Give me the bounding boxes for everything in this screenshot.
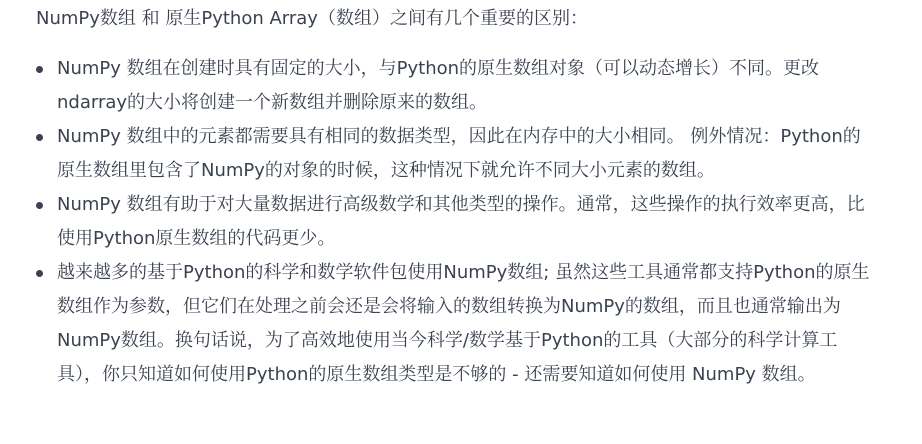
list-item-text: 越来越多的基于Python的科学和数学软件包使用NumPy数组; 虽然这些工具通常都支持Python的原生数组作为参数，但它们在处理之前会还是会将输入的数组转换为NumPy的数组，而且也通常输出为NumPy数组。换句话说，为了高效地使用当今科学/数学基于Python的工具（大部分的科学计算工具），你只知道如何使用Python的原生数组类型是不够的 - 还需要知道如何使用 NumPy 数组。 xyxy=(57,262,870,385)
differences-list xyxy=(36,52,876,392)
list-item xyxy=(36,188,876,256)
list-item xyxy=(36,52,876,120)
list-item-text: NumPy 数组有助于对大量数据进行高级数学和其他类型的操作。通常，这些操作的执行效率更高，比使用Python原生数组的代码更少。 xyxy=(57,194,865,249)
list-item-text: NumPy 数组中的元素都需要具有相同的数据类型，因此在内存中的大小相同。 例外情况：Python的原生数组里包含了NumPy的对象的时候，这种情况下就允许不同大小元素的数组。 xyxy=(57,126,861,181)
bullet-icon xyxy=(36,134,43,141)
bullet-icon xyxy=(36,202,43,209)
list-item xyxy=(36,256,876,392)
intro-paragraph: NumPy数组 和 原生Python Array（数组）之间有几个重要的区别： xyxy=(36,8,588,29)
bullet-icon xyxy=(36,270,43,277)
list-item-text: NumPy 数组在创建时具有固定的大小，与Python的原生数组对象（可以动态增长）不同。更改ndarray的大小将创建一个新数组并删除原来的数组。 xyxy=(57,58,820,113)
list-item xyxy=(36,120,876,188)
bullet-icon xyxy=(36,66,43,73)
